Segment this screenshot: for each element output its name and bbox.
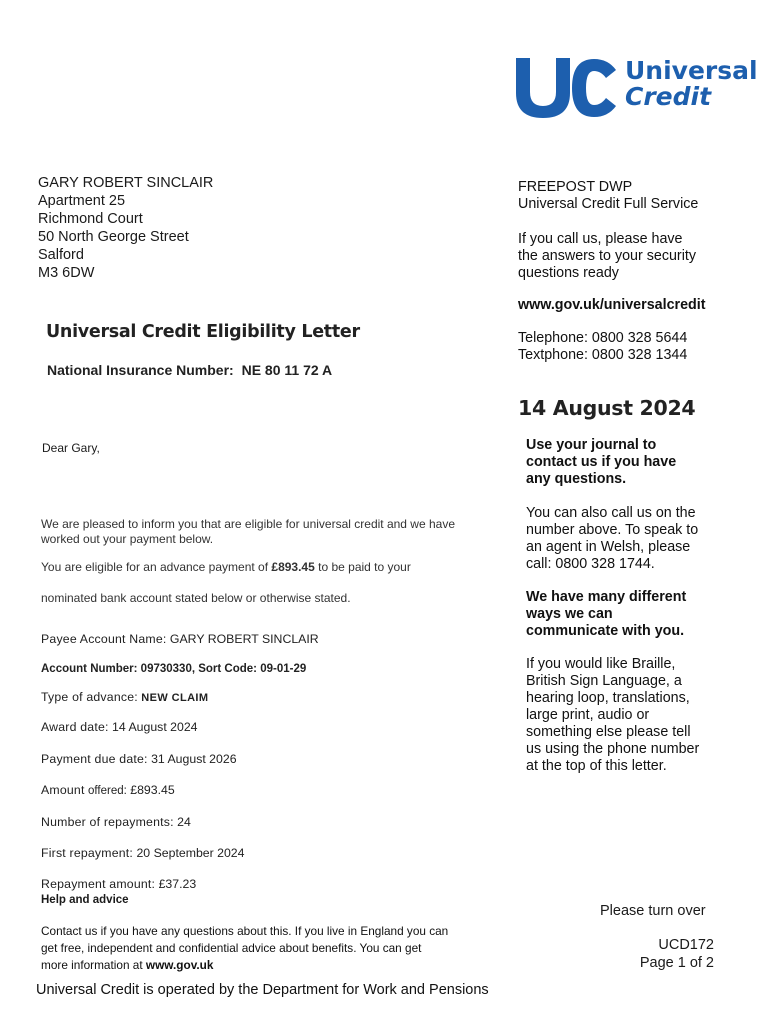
payee-row [41,632,319,646]
access-line: British Sign Language, a [526,673,682,689]
amount-sub: offered: [88,785,127,797]
accessibility-info [526,656,741,775]
telephone: Telephone: 0800 328 5644 [518,330,688,346]
call-line: an agent in Welsh, please [526,539,691,555]
repayment-amount-label: Repayment amount: [41,877,156,891]
repayment-amount-value: £37.23 [158,877,197,891]
sender-line: FREEPOST DWP [518,179,633,195]
call-line: You can also call us on the [526,505,696,521]
nino-value: NE 80 11 72 A [241,362,333,378]
first-repayment-row [41,846,245,860]
call-line: call: 0800 328 1744. [526,556,655,572]
uc-logo-mark [512,52,622,122]
payee-value: GARY ROBERT SINCLAIR [169,632,319,646]
call-note-line: questions ready [518,265,619,281]
gov-uk-link[interactable]: www.gov.uk [145,958,214,972]
sender-address [518,179,698,213]
call-note-line: If you call us, please have [518,231,683,247]
national-insurance-number [47,362,332,378]
repayments-label: Number of repayments: [41,815,174,829]
repayments-row [41,815,191,829]
phone-numbers [518,330,687,364]
page-number: Page 1 of 2 [639,955,714,971]
intro-line: We are pleased to inform you that are eligible for universal credit and we have [41,517,456,531]
first-repayment-value: 20 September 2024 [136,846,245,860]
logo-brand-line1: Universal [625,56,758,85]
intro-line: worked out your payment below. [41,532,214,546]
access-line: at the top of this letter. [526,758,667,774]
advance-amount: £893.45 [271,560,315,574]
payee-label: Payee Account Name: [41,632,167,646]
repayment-amount-row [41,877,196,891]
access-line: large print, audio or [526,707,650,723]
recipient-address [38,174,213,282]
address-line: M3 6DW [38,265,95,281]
first-repayment-label: First repayment: [41,846,134,860]
award-value: 14 August 2024 [112,720,198,734]
logo-brand-line2: Credit [625,82,712,111]
intro-line: nominated bank account stated below or otherwise stated. [41,591,351,605]
advance-post: to be paid to your [318,560,411,574]
advance-sentence [41,560,411,574]
ways-line: ways we can [526,606,613,622]
form-code: UCD172 [658,937,714,953]
help-paragraph [41,923,448,974]
amount-value: £893.45 [130,783,175,797]
ways-note [526,589,741,640]
amount-row [41,783,175,797]
call-info [526,505,741,573]
award-row [41,720,198,734]
type-row [41,690,208,704]
website-link[interactable]: www.gov.uk/universalcredit [518,297,706,313]
award-label: Award date: [41,720,109,734]
access-line: hearing loop, translations, [526,690,690,706]
journal-line: contact us if you have [526,454,677,470]
textphone: Textphone: 0800 328 1344 [518,347,688,363]
letter-date: 14 August 2024 [518,396,696,420]
access-line: If you would like Braille, [526,656,676,672]
nino-label: National Insurance Number: [47,362,234,378]
due-label: Payment due date: [41,752,148,766]
due-value: 31 August 2026 [151,752,237,766]
access-line: us using the phone number [526,741,700,757]
call-line: number above. To speak to [526,522,699,538]
call-note [518,231,696,282]
help-line: get free, independent and confidential advice about benefits. You can get [41,941,422,955]
amount-label: Amount [41,783,85,797]
address-line: 50 North George Street [38,229,189,245]
type-label: Type of advance: [41,690,138,704]
repayments-value: 24 [177,815,191,829]
advance-pre: You are eligible for an advance payment of [41,560,269,574]
call-note-line: the answers to your security [518,248,696,264]
ways-line: communicate with you. [526,623,685,639]
journal-line: Use your journal to [526,437,657,453]
letter-title: Universal Credit Eligibility Letter [46,322,360,342]
greeting: Dear Gary, [42,441,100,455]
address-line: Richmond Court [38,211,143,227]
sender-line: Universal Credit Full Service [518,196,699,212]
help-line: Contact us if you have any questions about this. If you live in England you can [41,924,449,938]
account-details: Account Number: 09730330, Sort Code: 09-01-29 [41,663,307,675]
turn-over-note: Please turn over [600,903,706,919]
address-line: Apartment 25 [38,193,126,209]
help-heading: Help and advice [41,894,129,906]
help-line3-pre: more information at [41,958,143,972]
due-row [41,752,237,766]
help-line [41,957,448,974]
ways-line: We have many different [526,589,687,605]
recipient-name: GARY ROBERT SINCLAIR [38,175,214,191]
form-reference [640,936,714,972]
universal-credit-logo [512,52,762,122]
access-line: something else please tell [526,724,691,740]
journal-note [526,437,741,488]
type-value: NEW CLAIM [141,692,209,704]
journal-line: any questions. [526,471,627,487]
address-line: Salford [38,247,84,263]
footer-note: Universal Credit is operated by the Department for Work and Pensions [36,982,489,998]
